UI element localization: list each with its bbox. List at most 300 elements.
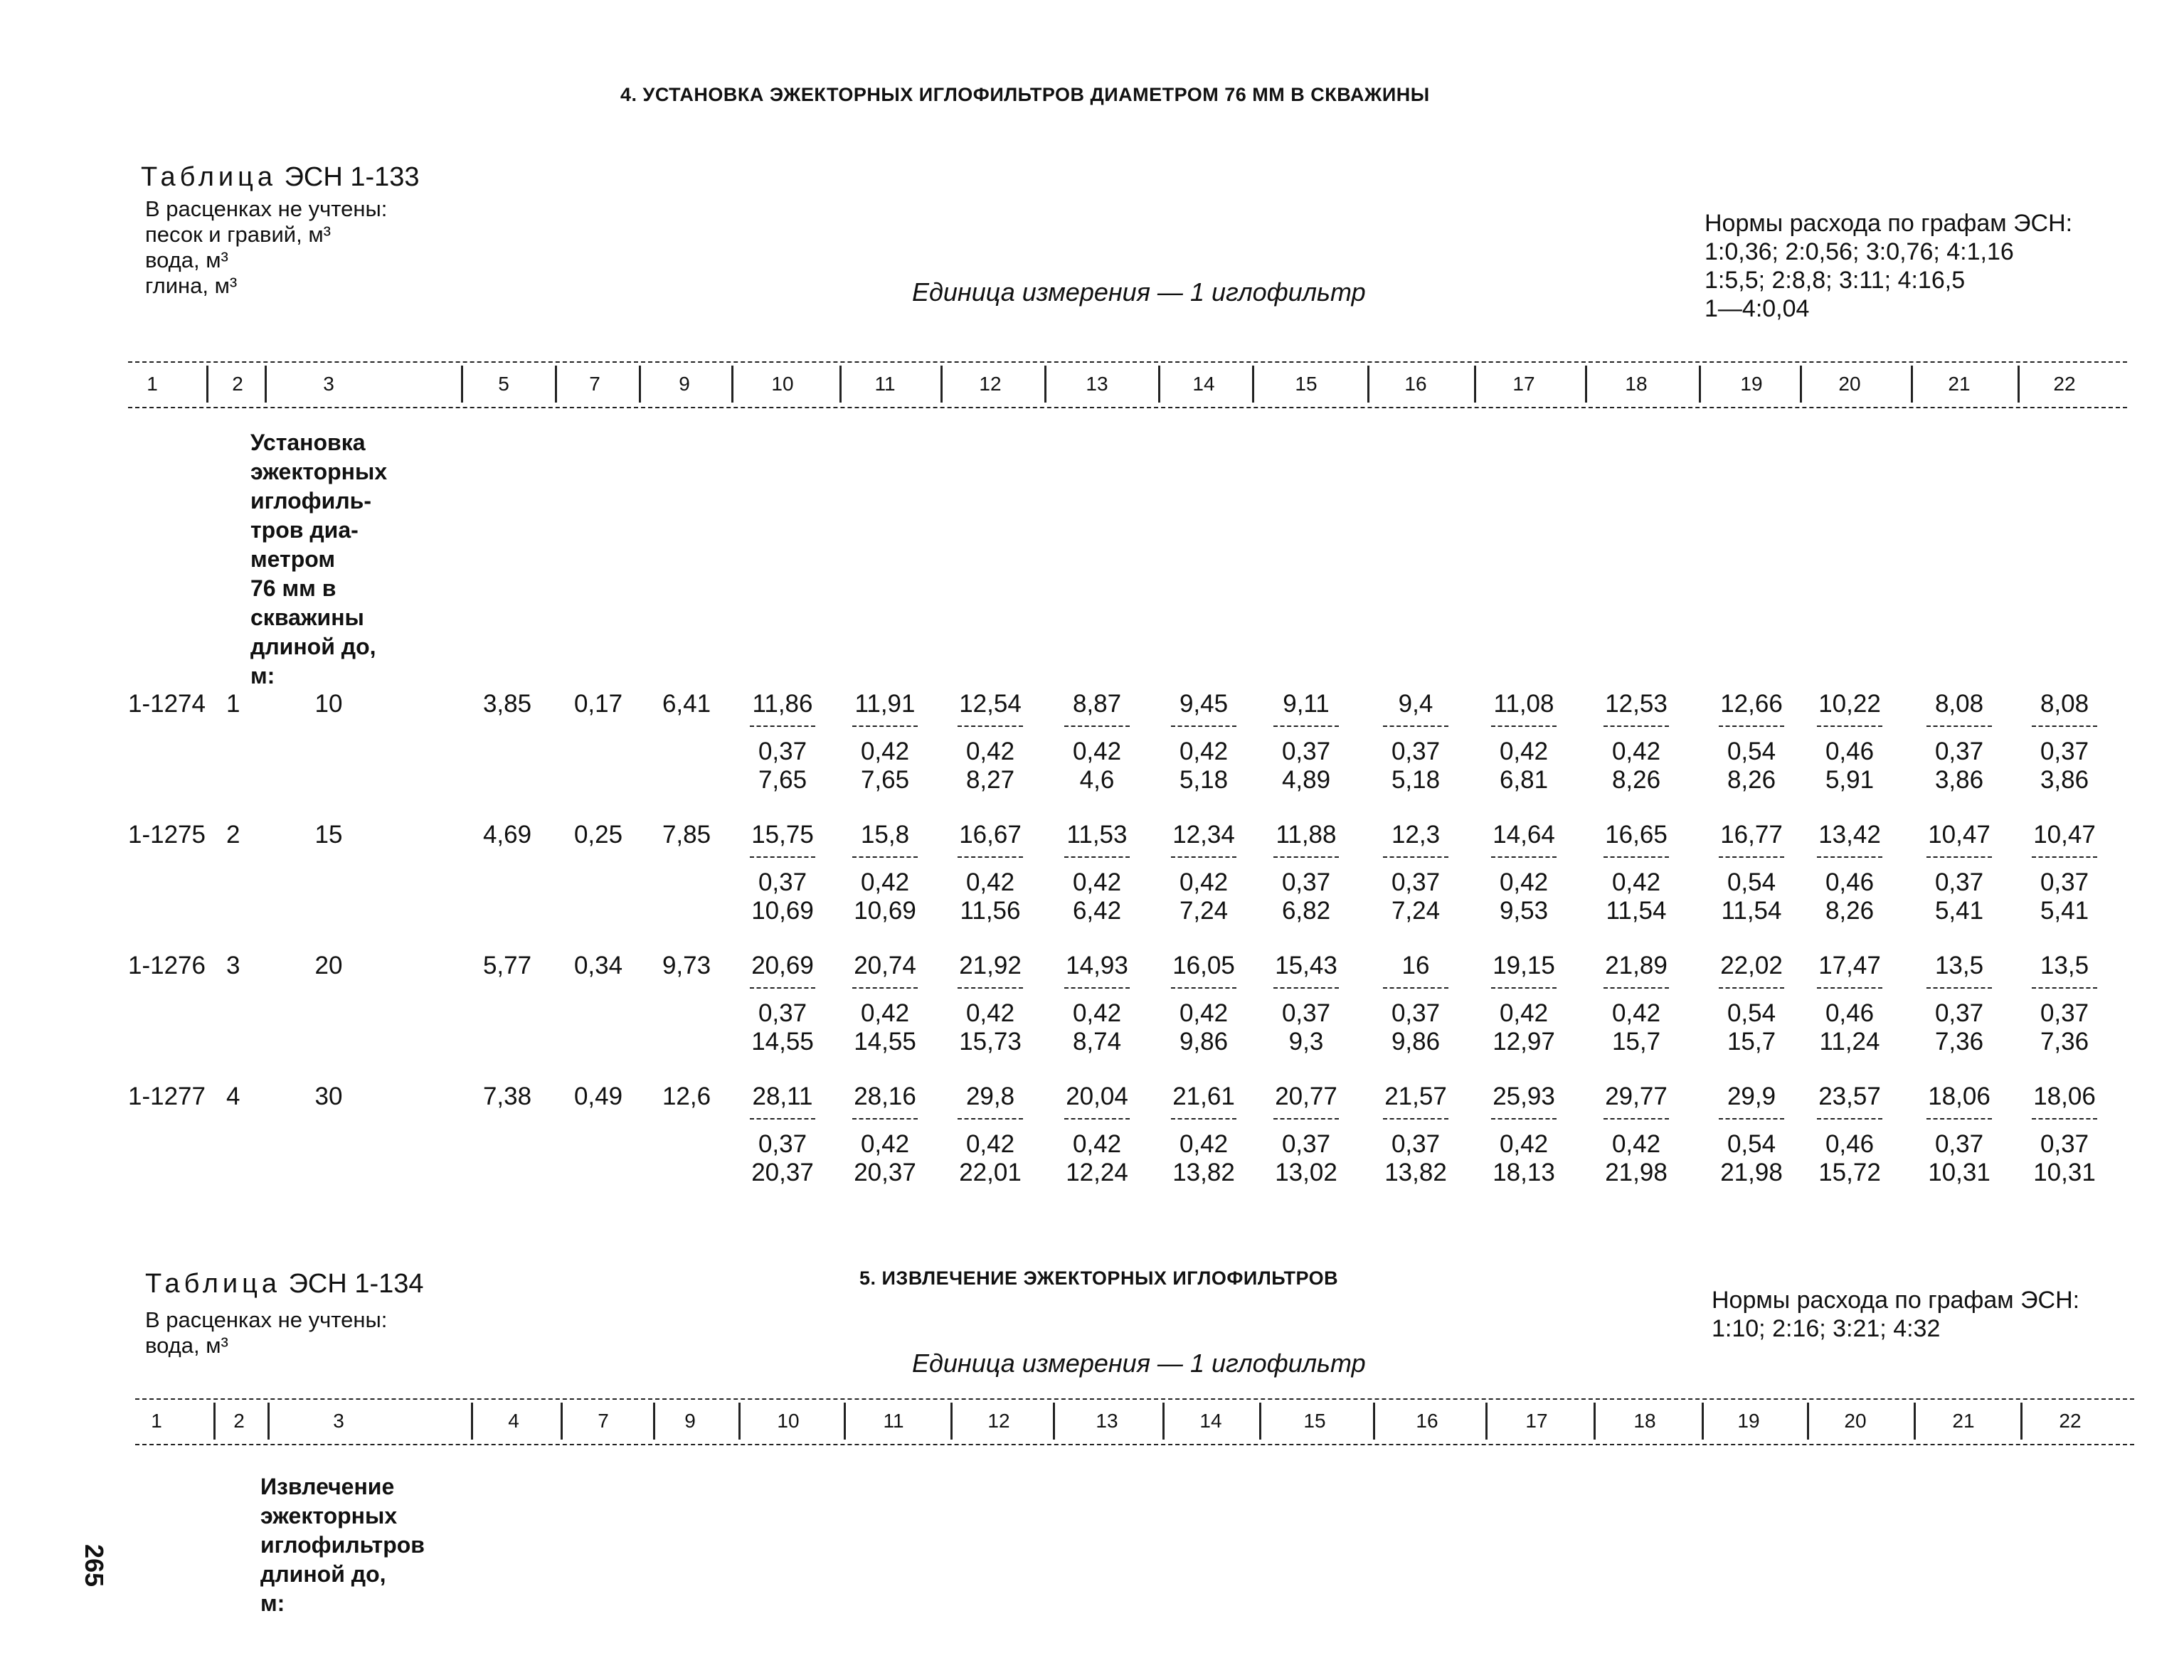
row-code: 1-1277 xyxy=(128,1083,206,1110)
row-length: 15 xyxy=(314,821,343,849)
fraction-line xyxy=(1171,856,1236,858)
cell-value-total: 29,77 xyxy=(1605,1083,1668,1110)
fraction-line xyxy=(1491,856,1557,858)
row-number: 3 xyxy=(226,952,240,979)
fraction-line xyxy=(1064,1118,1130,1120)
fraction-line xyxy=(1817,725,1882,727)
cell-col-5: 7,38 xyxy=(482,1083,532,1110)
note-line: глина, м³ xyxy=(145,273,238,298)
fraction-line xyxy=(1064,987,1130,989)
norms-line: 1:5,5; 2:8,8; 3:11; 4:16,5 xyxy=(1705,267,1966,294)
cell-value-machines: 10,31 xyxy=(2033,1159,2096,1186)
column-header: 20 xyxy=(1844,1410,1867,1432)
section-5-heading: 5. ИЗВЛЕЧЕНИЕ ЭЖЕКТОРНЫХ ИГЛОФИЛЬТРОВ xyxy=(859,1267,1339,1289)
table-133-label-word: Таблица xyxy=(141,162,277,192)
cell-value-machines: 15,7 xyxy=(1727,1028,1776,1056)
cell-value-machinist: 0,42 xyxy=(1072,999,1122,1027)
cell-value-total: 11,91 xyxy=(854,690,916,718)
cell-value-machines: 15,73 xyxy=(959,1028,1022,1056)
cell-value-total: 21,89 xyxy=(1605,952,1668,979)
column-header: 16 xyxy=(1416,1410,1438,1432)
cell-value-machinist: 0,37 xyxy=(1281,868,1331,896)
cell-value-machinist: 0,42 xyxy=(1072,738,1122,765)
column-separator xyxy=(1373,1403,1375,1440)
cell-value-machines: 5,41 xyxy=(1934,897,1984,925)
cell-value-machines: 11,24 xyxy=(1819,1028,1880,1056)
cell-value-machinist: 0,37 xyxy=(1934,868,1984,896)
cell-value-machinist: 0,42 xyxy=(1611,1130,1661,1158)
column-separator xyxy=(1158,366,1160,403)
desc-line: Извлечение xyxy=(260,1474,395,1499)
cell-value-machinist: 0,46 xyxy=(1825,1130,1875,1158)
cell-value-machines: 21,98 xyxy=(1720,1159,1783,1186)
cell-value-machines: 12,24 xyxy=(1066,1159,1128,1186)
column-header: 18 xyxy=(1625,373,1648,395)
cell-value-total: 15,43 xyxy=(1275,952,1337,979)
column-separator xyxy=(639,366,641,403)
column-separator xyxy=(738,1403,741,1440)
fraction-line xyxy=(1603,1118,1669,1120)
cell-value-machines: 14,55 xyxy=(854,1028,916,1056)
cell-value-machines: 10,69 xyxy=(751,897,814,925)
cell-value-total: 21,57 xyxy=(1384,1083,1447,1110)
column-separator xyxy=(2018,366,2020,403)
norms-line: 1:0,36; 2:0,56; 3:0,76; 4:1,16 xyxy=(1705,238,2014,265)
table-133-notes xyxy=(145,196,387,299)
cell-value-machines: 11,56 xyxy=(960,897,1021,925)
cell-value-total: 11,08 xyxy=(1493,690,1554,718)
fraction-line xyxy=(958,1118,1023,1120)
cell-value-total: 29,8 xyxy=(965,1083,1015,1110)
note-line: вода, м³ xyxy=(145,1333,228,1358)
column-header: 22 xyxy=(2059,1410,2082,1432)
cell-value-machinist: 0,46 xyxy=(1825,738,1875,765)
cell-value-total: 16,77 xyxy=(1720,821,1783,849)
cell-value-machines: 15,72 xyxy=(1818,1159,1881,1186)
cell-col-5: 5,77 xyxy=(482,952,532,979)
desc-line: скважины xyxy=(250,605,364,630)
cell-col-7: 0,34 xyxy=(573,952,623,979)
cell-value-total: 15,8 xyxy=(860,821,910,849)
cell-value-machinist: 0,42 xyxy=(1499,1130,1549,1158)
column-separator xyxy=(206,366,208,403)
cell-value-machinist: 0,42 xyxy=(860,1130,910,1158)
header-rule-top xyxy=(128,361,2127,363)
cell-value-total: 25,93 xyxy=(1493,1083,1555,1110)
cell-value-machines: 4,6 xyxy=(1079,766,1115,794)
cell-value-machines: 9,53 xyxy=(1499,897,1549,925)
cell-value-total: 21,92 xyxy=(959,952,1022,979)
cell-value-machinist: 0,42 xyxy=(1611,868,1661,896)
column-header: 1 xyxy=(147,373,158,395)
cell-col-5: 4,69 xyxy=(482,821,532,849)
column-header: 3 xyxy=(323,373,334,395)
cell-value-total: 28,11 xyxy=(752,1083,813,1110)
cell-value-machinist: 0,37 xyxy=(1391,738,1441,765)
row-length: 10 xyxy=(314,690,343,718)
cell-value-machines: 9,3 xyxy=(1288,1028,1324,1056)
table-133-unit: Единица измерения — 1 иглофильтр xyxy=(912,277,1366,307)
norms-line: Нормы расхода по графам ЭСН: xyxy=(1705,210,2073,237)
row-number: 4 xyxy=(226,1083,240,1110)
cell-value-machines: 7,36 xyxy=(2040,1028,2089,1056)
column-separator xyxy=(1162,1403,1165,1440)
column-separator xyxy=(1367,366,1369,403)
cell-value-machinist: 0,37 xyxy=(1934,999,1984,1027)
cell-value-total: 8,87 xyxy=(1072,690,1122,718)
cell-value-machines: 6,81 xyxy=(1499,766,1549,794)
cell-value-total: 16,65 xyxy=(1605,821,1668,849)
table-134-notes xyxy=(145,1307,387,1359)
column-header: 22 xyxy=(2053,373,2076,395)
cell-value-total: 9,11 xyxy=(1283,690,1330,718)
fraction-line xyxy=(1064,725,1130,727)
cell-col-5: 3,85 xyxy=(482,690,532,718)
cell-value-total: 11,88 xyxy=(1276,821,1337,849)
fraction-line xyxy=(958,856,1023,858)
column-separator xyxy=(1259,1403,1261,1440)
header-rule-bottom xyxy=(128,407,2127,408)
desc-line: длиной до, xyxy=(250,634,376,659)
fraction-line xyxy=(1171,1118,1236,1120)
fraction-line xyxy=(852,987,918,989)
desc-line: метром xyxy=(250,546,336,572)
cell-value-machines: 6,42 xyxy=(1072,897,1122,925)
fraction-line xyxy=(1491,1118,1557,1120)
fraction-line xyxy=(2032,725,2097,727)
cell-value-machines: 7,36 xyxy=(1934,1028,1984,1056)
row-length: 30 xyxy=(314,1083,343,1110)
desc-line: тров диа- xyxy=(250,517,359,543)
cell-col-9: 12,6 xyxy=(662,1083,711,1110)
fraction-line xyxy=(1491,725,1557,727)
column-header: 10 xyxy=(771,373,794,395)
cell-value-machines: 15,7 xyxy=(1611,1028,1661,1056)
desc-line: м: xyxy=(260,1590,285,1616)
column-header: 3 xyxy=(333,1410,344,1432)
cell-value-machinist: 0,37 xyxy=(758,738,807,765)
fraction-line xyxy=(1273,987,1339,989)
cell-col-9: 7,85 xyxy=(662,821,711,849)
cell-value-total: 20,69 xyxy=(751,952,814,979)
cell-value-machinist: 0,42 xyxy=(965,999,1015,1027)
cell-value-machinist: 0,54 xyxy=(1727,738,1776,765)
column-separator xyxy=(2020,1403,2023,1440)
column-header: 12 xyxy=(979,373,1002,395)
cell-value-total: 8,08 xyxy=(2040,690,2089,718)
cell-value-machines: 13,02 xyxy=(1275,1159,1337,1186)
cell-col-9: 9,73 xyxy=(662,952,711,979)
column-separator xyxy=(1800,366,1802,403)
fraction-line xyxy=(1926,1118,1992,1120)
cell-value-total: 23,57 xyxy=(1818,1083,1881,1110)
column-separator xyxy=(1699,366,1701,403)
desc-line: эжекторных xyxy=(260,1503,398,1529)
column-separator xyxy=(1911,366,1913,403)
column-header: 1 xyxy=(151,1410,162,1432)
fraction-line xyxy=(1926,856,1992,858)
table-134-unit: Единица измерения — 1 иглофильтр xyxy=(912,1349,1366,1378)
cell-value-machines: 7,24 xyxy=(1391,897,1441,925)
cell-value-machines: 11,54 xyxy=(1721,897,1782,925)
table-133-label-code: ЭСН 1-133 xyxy=(284,162,420,192)
cell-value-machines: 20,37 xyxy=(751,1159,814,1186)
table-134-label-word: Таблица xyxy=(145,1269,281,1299)
header-rule-bottom xyxy=(135,1444,2134,1445)
column-separator xyxy=(653,1403,655,1440)
cell-value-machinist: 0,42 xyxy=(860,999,910,1027)
cell-value-machinist: 0,37 xyxy=(1934,738,1984,765)
cell-value-machines: 14,55 xyxy=(751,1028,814,1056)
cell-value-total: 15,75 xyxy=(751,821,814,849)
fraction-line xyxy=(1603,856,1669,858)
column-separator xyxy=(555,366,557,403)
desc-line: иглофиль- xyxy=(250,488,371,514)
cell-value-machines: 13,82 xyxy=(1172,1159,1235,1186)
cell-value-machinist: 0,42 xyxy=(1611,738,1661,765)
desc-line: 76 мм в xyxy=(250,575,336,601)
cell-value-machinist: 0,42 xyxy=(1179,738,1229,765)
cell-value-machines: 3,86 xyxy=(2040,766,2089,794)
column-separator xyxy=(940,366,943,403)
cell-value-machines: 8,26 xyxy=(1825,897,1875,925)
cell-value-machines: 8,74 xyxy=(1072,1028,1122,1056)
cell-value-machines: 8,27 xyxy=(965,766,1015,794)
cell-value-machines: 12,97 xyxy=(1493,1028,1555,1056)
cell-value-total: 22,02 xyxy=(1720,952,1783,979)
column-header: 19 xyxy=(1740,373,1763,395)
cell-value-total: 14,64 xyxy=(1493,821,1555,849)
fraction-line xyxy=(1273,725,1339,727)
cell-value-total: 12,34 xyxy=(1172,821,1235,849)
cell-value-machines: 9,86 xyxy=(1391,1028,1441,1056)
column-header: 20 xyxy=(1838,373,1861,395)
column-header: 13 xyxy=(1096,1410,1118,1432)
row-number: 2 xyxy=(226,821,240,849)
column-header: 14 xyxy=(1192,373,1215,395)
cell-value-machines: 5,91 xyxy=(1825,766,1875,794)
cell-value-total: 12,54 xyxy=(959,690,1022,718)
fraction-line xyxy=(958,987,1023,989)
cell-value-machinist: 0,37 xyxy=(758,999,807,1027)
column-header: 7 xyxy=(598,1410,609,1432)
fraction-line xyxy=(852,725,918,727)
column-header: 16 xyxy=(1404,373,1427,395)
fraction-line xyxy=(2032,987,2097,989)
column-header: 7 xyxy=(589,373,600,395)
cell-value-machinist: 0,42 xyxy=(1072,868,1122,896)
cell-value-machinist: 0,46 xyxy=(1825,868,1875,896)
column-separator xyxy=(471,1403,473,1440)
fraction-line xyxy=(1064,856,1130,858)
cell-col-9: 6,41 xyxy=(662,690,711,718)
fraction-line xyxy=(1171,725,1236,727)
cell-value-machinist: 0,42 xyxy=(1179,1130,1229,1158)
cell-value-machinist: 0,42 xyxy=(860,738,910,765)
column-separator xyxy=(844,1403,846,1440)
cell-col-7: 0,17 xyxy=(573,690,623,718)
desc-line: Установка xyxy=(250,430,366,455)
fraction-line xyxy=(958,725,1023,727)
column-header: 19 xyxy=(1737,1410,1760,1432)
desc-line: длиной до, xyxy=(260,1561,386,1587)
cell-value-machines: 4,89 xyxy=(1281,766,1331,794)
fraction-line xyxy=(1603,987,1669,989)
cell-value-total: 14,93 xyxy=(1066,952,1128,979)
column-header: 15 xyxy=(1295,373,1318,395)
column-separator xyxy=(950,1403,953,1440)
fraction-line xyxy=(2032,1118,2097,1120)
cell-value-machinist: 0,37 xyxy=(2040,738,2089,765)
cell-value-machinist: 0,46 xyxy=(1825,999,1875,1027)
cell-value-machines: 10,31 xyxy=(1928,1159,1990,1186)
cell-value-machinist: 0,42 xyxy=(1499,738,1549,765)
cell-value-total: 18,06 xyxy=(1928,1083,1990,1110)
fraction-line xyxy=(1383,725,1448,727)
cell-value-total: 12,3 xyxy=(1391,821,1441,849)
column-separator xyxy=(1252,366,1254,403)
fraction-line xyxy=(1171,987,1236,989)
cell-value-total: 13,42 xyxy=(1818,821,1881,849)
fraction-line xyxy=(1719,856,1784,858)
column-header: 2 xyxy=(232,373,243,395)
header-rule-top xyxy=(135,1398,2134,1400)
fraction-line xyxy=(1719,1118,1784,1120)
cell-value-machinist: 0,37 xyxy=(2040,1130,2089,1158)
cell-value-total: 12,53 xyxy=(1605,690,1668,718)
page-number: 265 xyxy=(80,1543,110,1588)
cell-value-machines: 5,41 xyxy=(2040,897,2089,925)
cell-value-machines: 8,26 xyxy=(1727,766,1776,794)
column-separator xyxy=(1474,366,1476,403)
cell-value-total: 13,5 xyxy=(2040,952,2089,979)
fraction-line xyxy=(1817,856,1882,858)
table-133-label xyxy=(141,162,420,192)
column-header: 15 xyxy=(1303,1410,1326,1432)
fraction-line xyxy=(1273,856,1339,858)
cell-value-machines: 3,86 xyxy=(1934,766,1984,794)
cell-value-machines: 20,37 xyxy=(854,1159,916,1186)
cell-value-machines: 8,26 xyxy=(1611,766,1661,794)
fraction-line xyxy=(750,725,815,727)
cell-value-total: 18,06 xyxy=(2033,1083,2096,1110)
table-133-norms xyxy=(1705,209,2072,323)
cell-value-total: 20,77 xyxy=(1275,1083,1337,1110)
cell-value-machinist: 0,42 xyxy=(1072,1130,1122,1158)
cell-value-total: 19,15 xyxy=(1493,952,1555,979)
column-header: 17 xyxy=(1525,1410,1548,1432)
fraction-line xyxy=(750,987,815,989)
cell-value-machines: 7,65 xyxy=(860,766,910,794)
cell-value-total: 21,61 xyxy=(1172,1083,1235,1110)
cell-value-machinist: 0,42 xyxy=(1179,868,1229,896)
cell-value-machinist: 0,42 xyxy=(965,1130,1015,1158)
column-separator xyxy=(1807,1403,1809,1440)
cell-value-machines: 11,54 xyxy=(1606,897,1667,925)
column-header: 10 xyxy=(777,1410,800,1432)
cell-value-total: 28,16 xyxy=(854,1083,916,1110)
row-code: 1-1274 xyxy=(128,690,206,718)
cell-value-machinist: 0,37 xyxy=(2040,868,2089,896)
column-header: 17 xyxy=(1512,373,1535,395)
fraction-line xyxy=(750,856,815,858)
fraction-line xyxy=(852,856,918,858)
note-line: песок и гравий, м³ xyxy=(145,222,331,247)
column-separator xyxy=(1585,366,1587,403)
fraction-line xyxy=(2032,856,2097,858)
cell-value-machinist: 0,37 xyxy=(1281,999,1331,1027)
fraction-line xyxy=(1383,1118,1448,1120)
column-separator xyxy=(267,1403,270,1440)
cell-col-7: 0,49 xyxy=(573,1083,623,1110)
fraction-line xyxy=(1273,1118,1339,1120)
cell-value-machines: 10,69 xyxy=(854,897,916,925)
desc-line: эжекторных xyxy=(250,459,388,484)
cell-value-machinist: 0,37 xyxy=(1391,999,1441,1027)
cell-value-machinist: 0,37 xyxy=(1281,1130,1331,1158)
cell-value-machinist: 0,54 xyxy=(1727,999,1776,1027)
column-header: 14 xyxy=(1199,1410,1222,1432)
fraction-line xyxy=(750,1118,815,1120)
norms-line: 1—4:0,04 xyxy=(1705,295,1810,322)
cell-value-total: 9,4 xyxy=(1398,690,1433,718)
cell-value-total: 10,47 xyxy=(1928,821,1990,849)
fraction-line xyxy=(852,1118,918,1120)
column-separator xyxy=(1914,1403,1916,1440)
cell-value-machinist: 0,37 xyxy=(2040,999,2089,1027)
note-line: вода, м³ xyxy=(145,248,228,272)
cell-value-machinist: 0,37 xyxy=(1391,868,1441,896)
column-separator xyxy=(1594,1403,1596,1440)
cell-value-machinist: 0,42 xyxy=(1499,999,1549,1027)
note-line: В расценках не учтены: xyxy=(145,196,388,221)
row-code: 1-1275 xyxy=(128,821,206,849)
cell-value-machines: 22,01 xyxy=(959,1159,1022,1186)
cell-value-total: 8,08 xyxy=(1934,690,1984,718)
cell-value-total: 11,53 xyxy=(1066,821,1128,849)
fraction-line xyxy=(1817,987,1882,989)
cell-value-machinist: 0,42 xyxy=(1179,999,1229,1027)
cell-value-machinist: 0,37 xyxy=(758,868,807,896)
fraction-line xyxy=(1383,987,1448,989)
fraction-line xyxy=(1383,856,1448,858)
row-length: 20 xyxy=(314,952,343,979)
column-header: 18 xyxy=(1633,1410,1656,1432)
note-line: В расценках не учтены: xyxy=(145,1307,388,1332)
column-header: 21 xyxy=(1952,1410,1975,1432)
column-separator xyxy=(1044,366,1046,403)
cell-value-machines: 18,13 xyxy=(1493,1159,1555,1186)
desc-line: иглофильтров xyxy=(260,1532,425,1558)
cell-value-machinist: 0,37 xyxy=(1934,1130,1984,1158)
table-134-norms xyxy=(1712,1286,2079,1343)
fraction-line xyxy=(1719,987,1784,989)
column-header: 4 xyxy=(508,1410,519,1432)
column-header: 5 xyxy=(498,373,509,395)
cell-value-machinist: 0,37 xyxy=(1391,1130,1441,1158)
cell-value-total: 16,05 xyxy=(1172,952,1235,979)
norms-line: Нормы расхода по графам ЭСН: xyxy=(1712,1287,2080,1314)
cell-value-machinist: 0,42 xyxy=(860,868,910,896)
column-separator xyxy=(461,366,463,403)
table-134-label xyxy=(145,1269,424,1299)
column-header: 13 xyxy=(1086,373,1108,395)
cell-value-machines: 13,82 xyxy=(1384,1159,1447,1186)
column-header: 11 xyxy=(883,1410,904,1432)
fraction-line xyxy=(1491,987,1557,989)
cell-value-machinist: 0,42 xyxy=(1611,999,1661,1027)
cell-value-total: 10,22 xyxy=(1818,690,1881,718)
